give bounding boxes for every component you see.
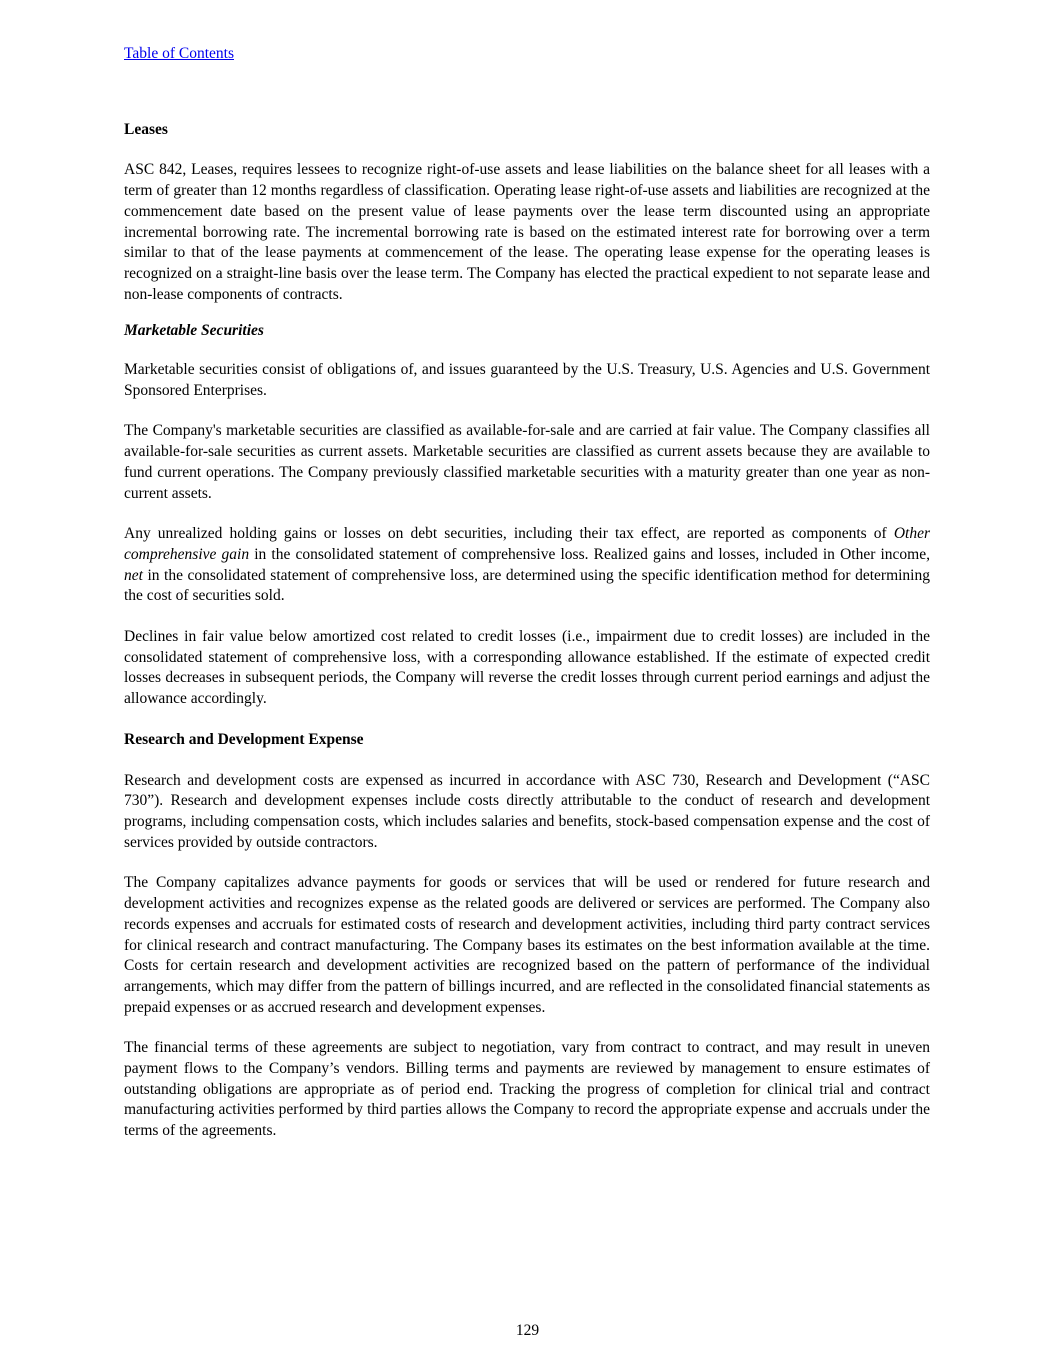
table-of-contents-link[interactable]: Table of Contents — [124, 45, 234, 62]
marketable-paragraph-1: Marketable securities consist of obligations of, and issues guaranteed by the U.S. Treasury, U.S. Agencies and U.S. Government Sponsored Enterprises. — [124, 361, 930, 399]
marketable-paragraph-4: Declines in fair value below amortized cost related to credit losses (i.e., impairment due to credit losses) are included in the consolidated statement of comprehensive loss, with a corresponding allowance established. If the estimate of expected credit losses decreases in subsequent periods, the Company will reverse the credit losses through current period earnings and adjust the allowance accordingly. — [124, 628, 930, 708]
text-segment: in the consolidated statement of comprehensive loss, are determined using the specific identification method for determining the cost of securities sold. — [124, 566, 930, 605]
leases-paragraph: ASC 842, Leases, requires lessees to recognize right-of-use assets and lease liabilities on the balance sheet for all leases with a term of greater than 12 months regardless of classification. Operating lease right-of-use assets and liabilities are recognized at the commencement date based on the present value of lease payments over the lease term discounted using an appropriate incremental borrowing rate. The incremental borrowing rate is based on the estimated interest rate for borrowing over a term similar to that of the lease payments at commencement of the lease. The operating lease expense for the operating leases is recognized on a straight-line basis over the lease term. The Company has elected the practical expedient to not separate lease and non-lease components of contracts. — [124, 161, 930, 303]
leases-heading: Leases — [124, 120, 168, 138]
italic-term: , net — [124, 545, 930, 584]
rnd-paragraph-3: The financial terms of these agreements are subject to negotiation, vary from contract to contract, and may result in uneven payment flows to the Company’s vendors. Billing terms and payments are reviewed by management to ensure estimates of outstanding obligations are appropriate as of period end. Tracking the progress of completion for clinical trial and contract manufacturing activities performed by third parties allows the Company to record the appropriate expense and accruals under the terms of the agreements. — [124, 1039, 930, 1140]
rnd-paragraph-1: Research and development costs are expensed as incurred in accordance with ASC 730, Research and Development (“ASC 730”). Research and development expenses include costs directly attributable to the conduct of research and development programs, including compensation costs, which includes salaries and benefits, stock-based compensation expense and the cost of services provided by outside contractors. — [124, 771, 930, 851]
rnd-paragraph-2: The Company capitalizes advance payments for goods or services that will be used or rendered for future research and development activities and recognizes expense as the related goods are delivered or services are performed. The Company also records expenses and accruals for estimated costs of research and development activities, including third party contract services for clinical research and contract manufacturing. The Company bases its estimates on the best information available at the time. Costs for certain research and development activities are recognized based on the pattern of performance of the individual arrangements, which may differ from the pattern of billings incurred, and are reflected in the consolidated financial statements as prepaid expenses or as accrued research and development expenses. — [124, 874, 930, 1016]
text-segment: in the consolidated statement of comprehensive loss. Realized gains and losses, included in Other income — [249, 545, 927, 563]
italic-term: Other comprehensive gain — [124, 525, 930, 563]
marketable-paragraph-3 — [124, 524, 930, 607]
rnd-heading: Research and Development Expense — [124, 730, 364, 748]
marketable-paragraph-2: The Company's marketable securities are classified as available-for-sale and are carried at fair value. The Company classifies all available-for-sale securities as current assets. Marketable securities are classified as current assets because they are available to fund current operations. The Company previously classified marketable securities with a maturity greater than one year as non-current assets. — [124, 422, 930, 502]
text-segment: Any unrealized holding gains or losses on debt securities, including their tax effect, are reported as components of — [124, 525, 894, 543]
page-number: 129 — [515, 1322, 540, 1339]
marketable-securities-heading: Marketable Securities — [124, 322, 264, 340]
document-page — [124, 44, 930, 1162]
